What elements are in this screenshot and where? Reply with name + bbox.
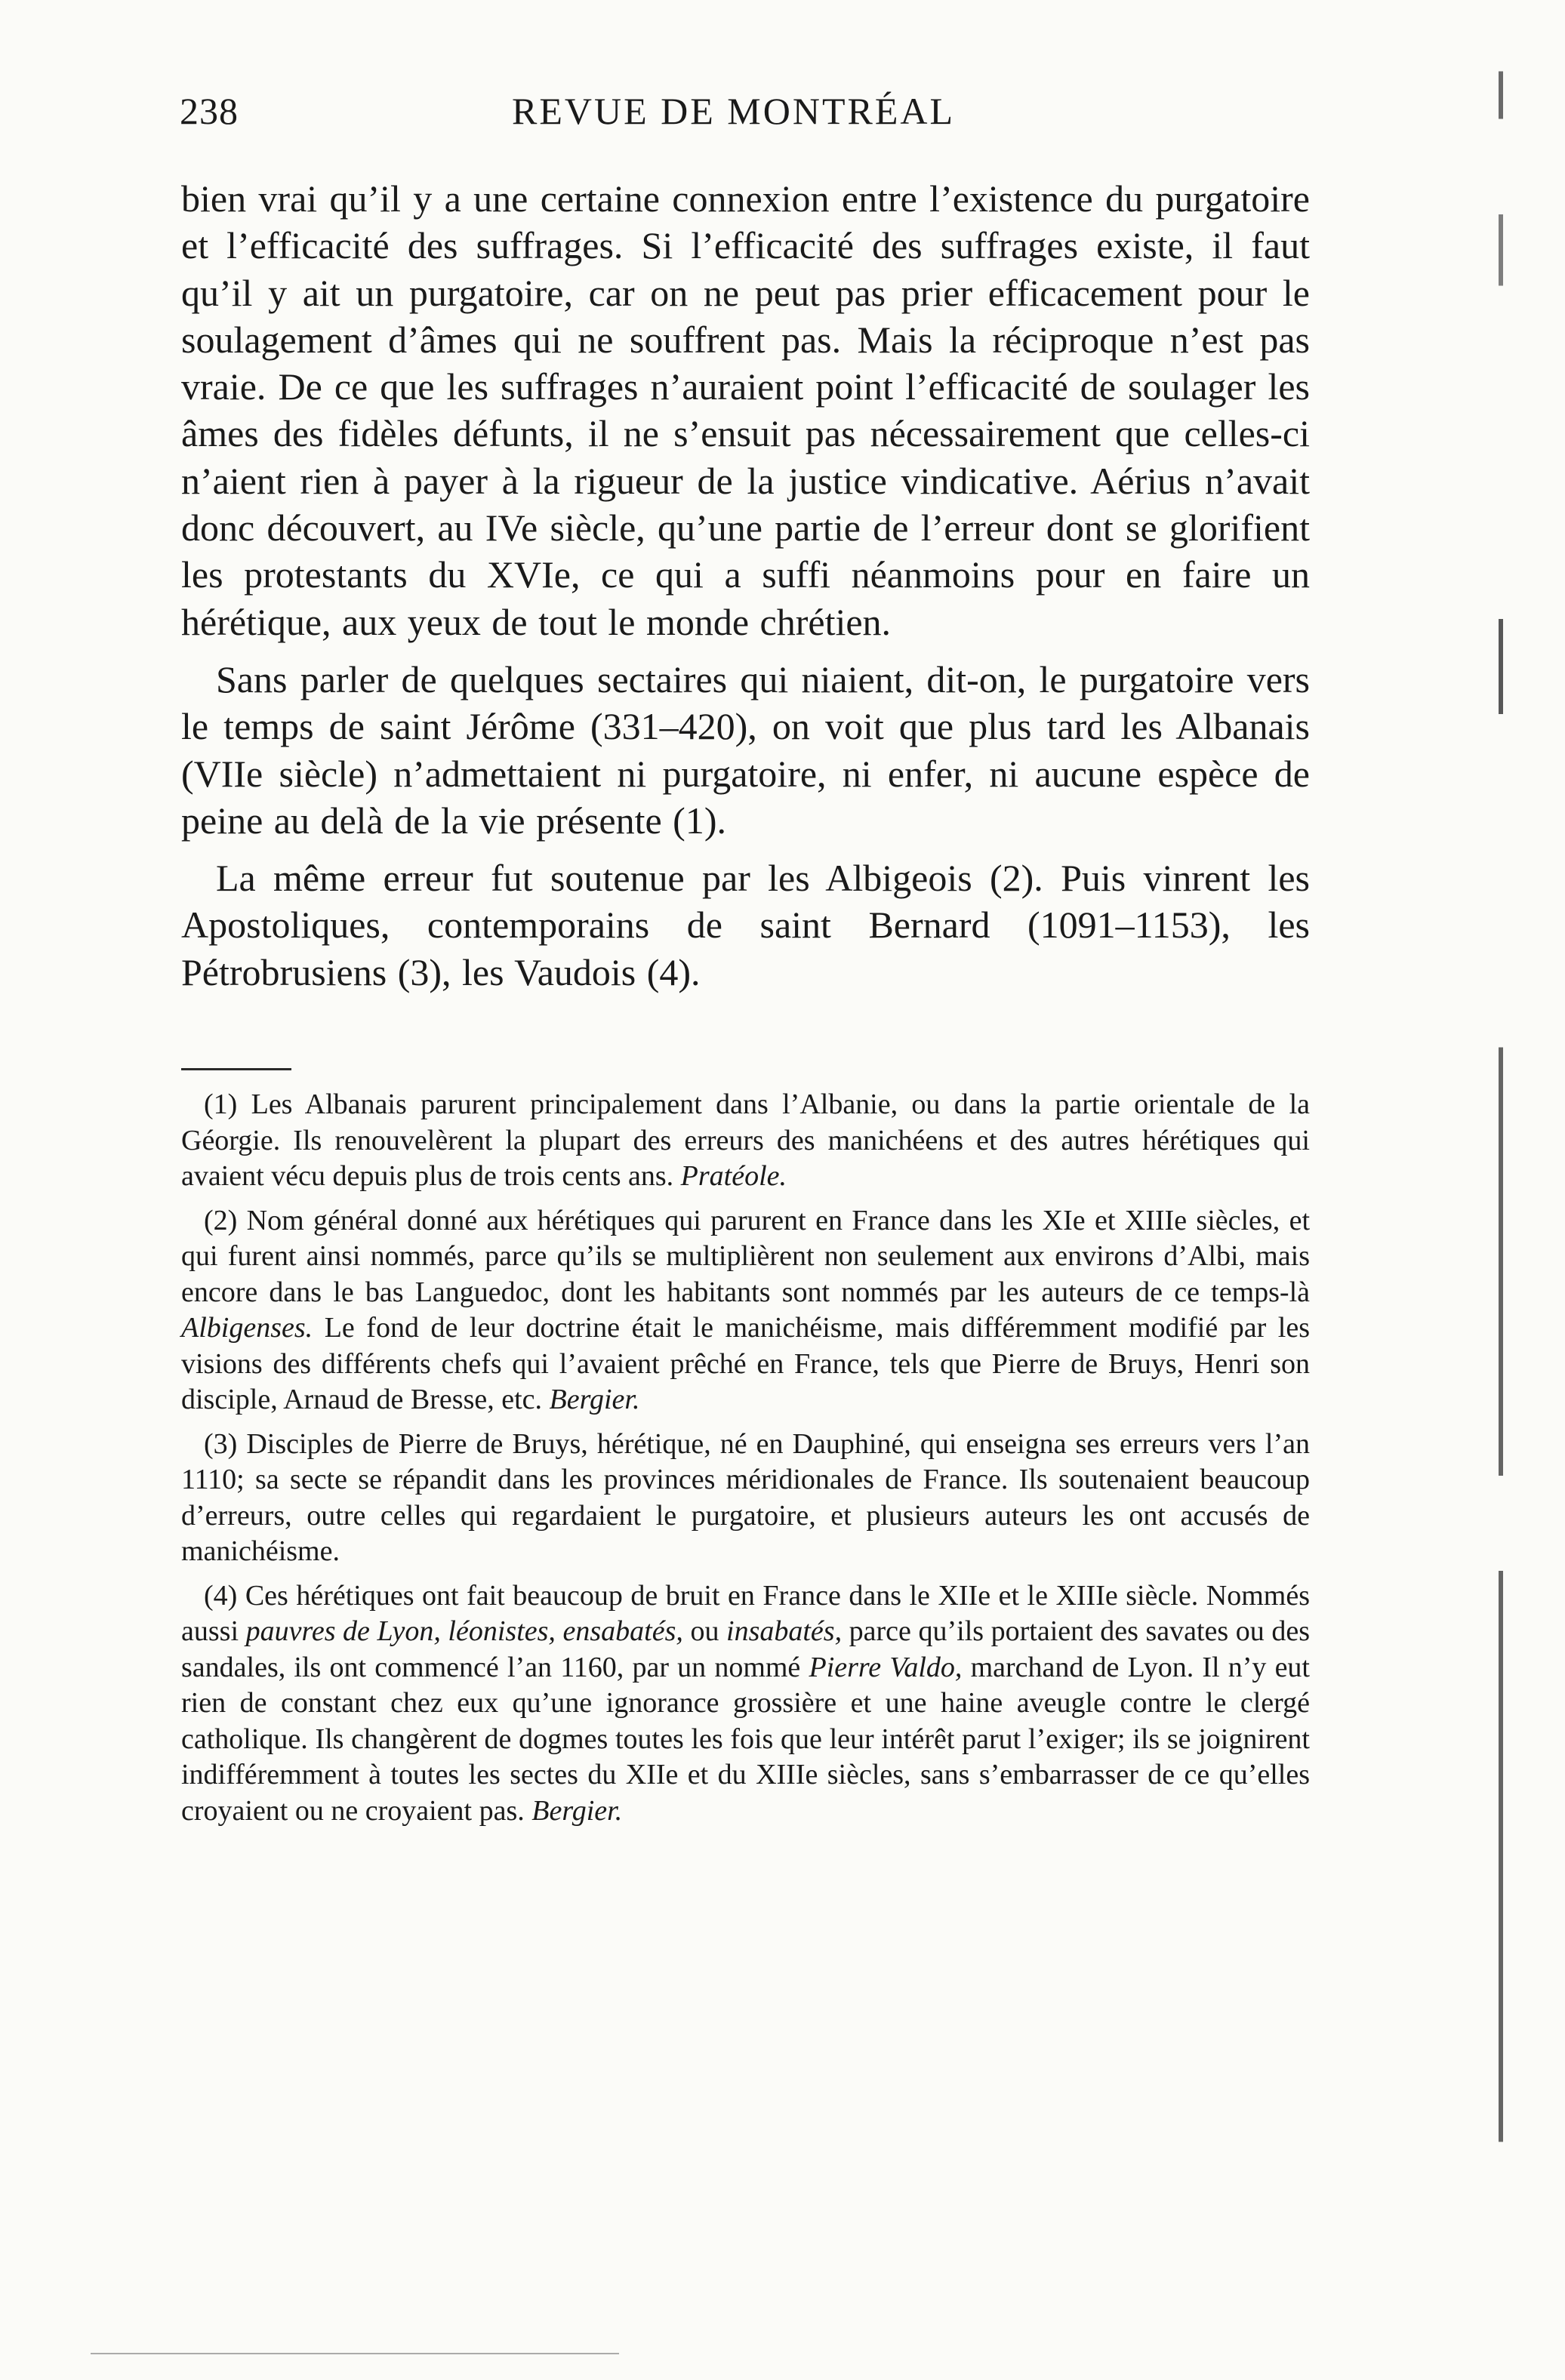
footnote-4-connector: ou: [690, 1615, 719, 1647]
footnote-2-text-after: Le fond de leur doctrine était le manichéisme, mais différemment modifié par les visions des différents chefs qui l’avaient prêché en France, tels que Pierre de Bruys, Henri son disciple, Arnaud de Bresse, etc.: [181, 1312, 1310, 1415]
footnote-4-source: Bergier.: [531, 1794, 623, 1827]
footnote-2: [181, 1203, 1310, 1418]
footnote-4-name-last: insabatés,: [726, 1615, 843, 1647]
footnote-1: [181, 1087, 1310, 1195]
footnote-1-source: Pratéole.: [680, 1160, 787, 1192]
main-text: [181, 175, 1310, 1006]
scan-bottom-artifact: [91, 2353, 619, 2354]
footnote-2-source: Bergier.: [549, 1384, 640, 1415]
footnote-2-text-before: (2) Nom général donné aux hérétiques qui parurent en France dans les XIe et XIIIe siècles, et qui furent ainsi nommés, parce qu’ils se multiplièrent non seulement aux environs d’Albi, mais encore dans le bas Languedoc, dont les habitants sont nommés par les auteurs de ce temps-là: [181, 1204, 1310, 1308]
footnote-4-text-before: (4) Ces hérétiques ont fait beaucoup de bruit en France dans le XIIe et le XIIIe siècle. Nommés aussi: [181, 1579, 1310, 1647]
footnote-2-term: Albigenses.: [181, 1312, 313, 1344]
footnote-1-text: (1) Les Albanais parurent principalement dans l’Albanie, ou dans la partie orientale de la Géorgie. Ils renouvelèrent la plupart des erreurs des manichéens et des autres hérétiques qui avaient vécu depuis plus de trois cents ans.: [181, 1088, 1310, 1192]
footnote-4-person: Pierre Valdo,: [809, 1651, 963, 1683]
footnote-3-text: (3) Disciples de Pierre de Bruys, hérétique, né en Dauphiné, qui enseigna ses erreurs vers l’an 1110; sa secte se répandit dans les provinces méridionales de France. Ils soutenaient beaucoup d’erreurs, outre celles qui regardaient le purgatoire, et plusieurs auteurs les ont accusés de manichéisme.: [181, 1427, 1310, 1567]
footnote-4-text-middle: parce qu’ils portaient des savates ou des sandales, ils ont commencé l’an 1160, par un nommé: [181, 1615, 1311, 1683]
footnote-4: [181, 1578, 1310, 1830]
page-number: 238: [180, 90, 239, 132]
running-title: REVUE DE MONTRÉAL: [512, 90, 956, 132]
scan-edge-artifact: [1499, 0, 1503, 2380]
footnotes: [181, 1087, 1310, 1837]
paragraph-1: bien vrai qu’il y a une certaine connexion entre l’existence du purgatoire et l’efficacité des suffrages. Si l’efficacité des suffrages existe, il faut qu’il y ait un purgatoire, car on ne peut pas prier efficacement pour le soulagement d’âmes qui ne souffrent pas. Mais la réciproque n’est pas vraie. De ce que les suffrages n’auraient point l’efficacité de soulager les âmes des fidèles défunts, il ne s’ensuit pas nécessairement que celles-ci n’aient rien à payer à la rigueur de la justice vindicative. Aérius n’avait donc découvert, au IVe siècle, qu’une partie de l’erreur dont se glorifient les protestants du XVIe, ce qui a suffi néanmoins pour en faire un hérétique, aux yeux de tout le monde chrétien.: [181, 177, 1310, 643]
footnote-separator: [181, 1068, 291, 1070]
footnote-4-names: pauvres de Lyon, léonistes, ensabatés,: [245, 1615, 683, 1647]
paragraph-3: La même erreur fut soutenue par les Albigeois (2). Puis vinrent les Apostoliques, contemporains de saint Bernard (1091–1153), les Pétrobrusiens (3), les Vaudois (4).: [181, 857, 1310, 993]
page-header: [180, 89, 1312, 142]
footnote-3: [181, 1427, 1310, 1570]
footnote-4-text-after: marchand de Lyon. Il n’y eut rien de constant chez eux qu’une ignorance grossière et une haine aveugle contre le clergé catholique. Ils changèrent de dogmes toutes les fois que leur intérêt parut l’exiger; ils se joignirent indifféremment à toutes les sectes du XIIe et du XIIIe siècles, sans s’embarrasser de ce qu’elles croyaient ou ne croyaient pas.: [181, 1651, 1310, 1827]
paragraph-2: Sans parler de quelques sectaires qui niaient, dit-on, le purgatoire vers le temps de saint Jérôme (331–420), on voit que plus tard les Albanais (VIIe siècle) n’admettaient ni purgatoire, ni enfer, ni aucune espèce de peine au delà de la vie présente (1).: [181, 657, 1310, 842]
